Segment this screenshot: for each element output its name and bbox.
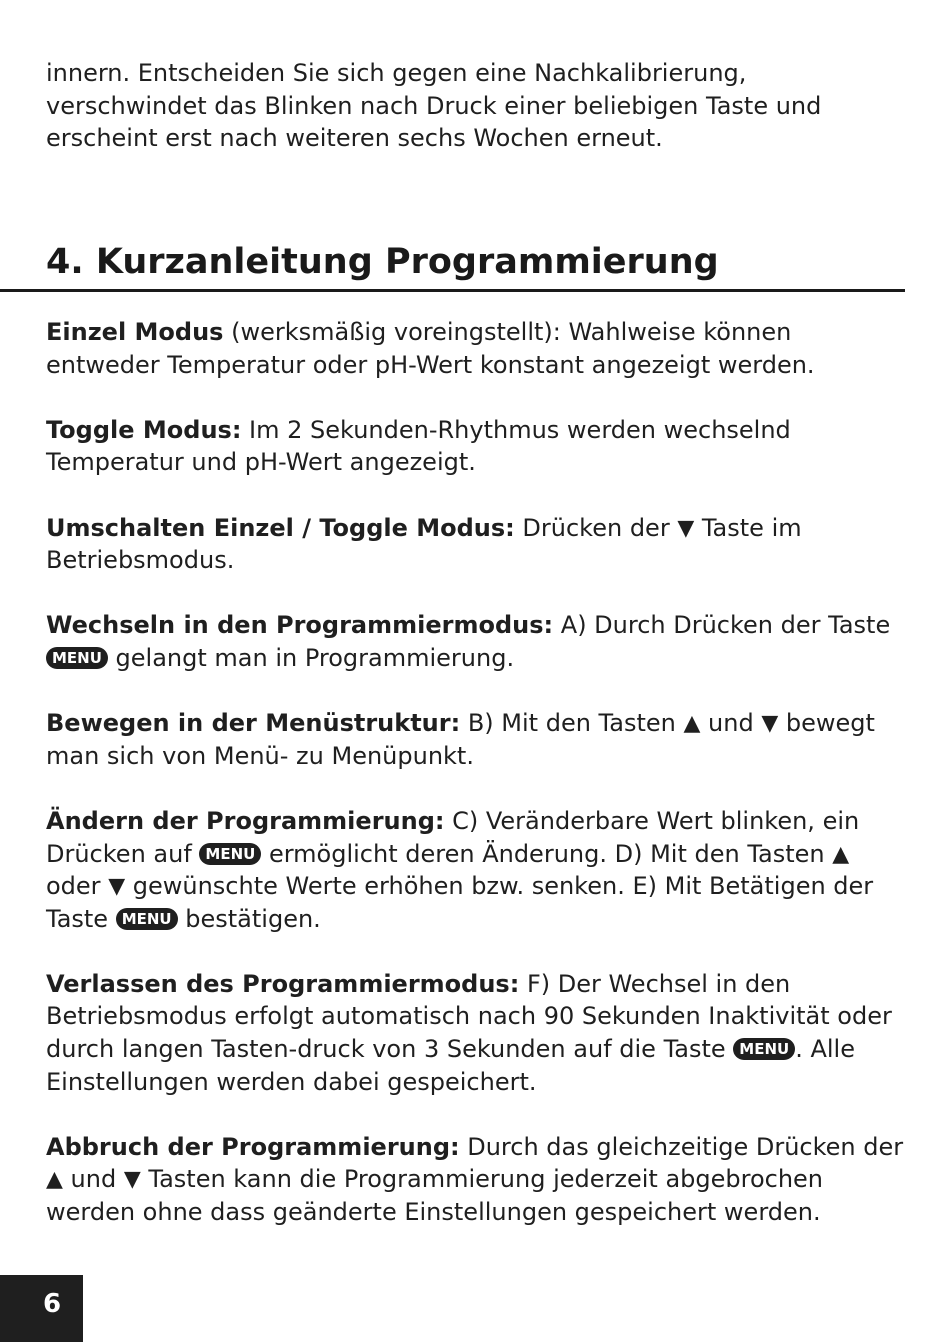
menu-key-icon: MENU: [199, 843, 261, 865]
paragraph-label: Toggle Modus:: [46, 415, 242, 444]
paragraph-text: B) Mit den Tasten: [460, 709, 684, 738]
paragraph-bewegen: [46, 707, 906, 772]
paragraph-text: Taste im Betriebsmodus.: [46, 513, 802, 575]
paragraph-label: Verlassen des Programmiermodus:: [46, 969, 520, 998]
section-heading: 4. Kurzanleitung Programmierung: [46, 242, 719, 282]
paragraph-label: Einzel Modus: [46, 318, 224, 346]
paragraph-text: (werksmäßig voreingstellt): Wahlweise können entweder Temperatur oder pH-Wert konstant angezeigt werden.: [46, 318, 815, 379]
paragraph-text: gewünschte Werte erhöhen bzw. senken. E) Mit Betätigen der Taste: [46, 872, 874, 933]
paragraph-text: Durch das gleichzeitige Drücken der: [459, 1132, 904, 1161]
down-arrow-icon: ▼: [123, 1167, 141, 1193]
heading-rule: [0, 289, 905, 292]
paragraph-label: Ändern der Programmierung:: [46, 806, 445, 835]
paragraph-text: bewegt man sich von Menü- zu Menüpunkt.: [46, 709, 875, 770]
paragraph-label: Abbruch der Programmierung:: [46, 1132, 460, 1161]
paragraph-text: bestätigen.: [177, 904, 321, 933]
paragraph-text: . Alle Einstellungen werden dabei gespeichert.: [46, 1035, 855, 1096]
paragraph-text: A) Durch Drücken der Taste: [553, 611, 891, 640]
menu-key-icon: MENU: [116, 908, 178, 930]
paragraph-text: Im 2 Sekunden-Rhythmus werden wechselnd Temperatur und pH-Wert angezeigt.: [46, 415, 791, 477]
paragraph-label: Wechseln in den Programmiermodus:: [46, 611, 554, 640]
paragraph-text: gelangt man in Programmierung.: [107, 643, 515, 672]
up-arrow-icon: ▲: [46, 1167, 63, 1193]
paragraph-aendern: [46, 805, 906, 935]
page-number: 6: [42, 1289, 62, 1319]
intro-paragraph: innern. Entscheiden Sie sich gegen eine Nachkalibrierung, verschwindet das Blinken nach Druck einer beliebigen Taste und erscheint erst nach weiteren sechs Wochen erneut.: [46, 59, 822, 153]
paragraph-text: Tasten kann die Programmierung jederzeit abgebrochen werden ohne dass geänderte Einstellungen gespeichert werden.: [46, 1165, 824, 1227]
paragraph-label: Bewegen in der Menüstruktur:: [46, 709, 461, 738]
paragraph-text: F) Der Wechsel in den Betriebsmodus erfolgt automatisch nach 90 Sekunden Inaktivität oder durch langen Tasten-druck von 3 Sekunden auf die Taste: [46, 969, 892, 1064]
paragraph-text: ermöglicht deren Änderung. D) Mit den Tasten: [261, 839, 833, 868]
paragraph-text: und: [62, 1165, 124, 1194]
down-arrow-icon: ▼: [761, 711, 779, 737]
menu-key-icon: MENU: [733, 1038, 795, 1060]
paragraph-text: C) Veränderbare Wert blinken, ein Drücken auf: [46, 806, 860, 868]
paragraph-text: oder: [46, 872, 109, 901]
quick-guide-content: [46, 316, 906, 1261]
menu-key-icon: MENU: [46, 647, 108, 669]
down-arrow-icon: ▼: [108, 874, 126, 900]
paragraph-toggle-modus: [46, 414, 906, 479]
paragraph-abbruch: [46, 1131, 906, 1229]
paragraph-verlassen: [46, 968, 906, 1098]
paragraph-wechseln: [46, 609, 906, 674]
paragraph-text: und: [700, 709, 762, 738]
up-arrow-icon: ▲: [832, 841, 850, 867]
paragraph-umschalten: [46, 512, 906, 577]
paragraph-label: Umschalten Einzel / Toggle Modus:: [46, 513, 515, 542]
paragraph-einzel-modus: [46, 316, 906, 381]
paragraph-text: Drücken der: [514, 513, 678, 542]
down-arrow-icon: ▼: [677, 515, 695, 541]
up-arrow-icon: ▲: [683, 711, 701, 737]
